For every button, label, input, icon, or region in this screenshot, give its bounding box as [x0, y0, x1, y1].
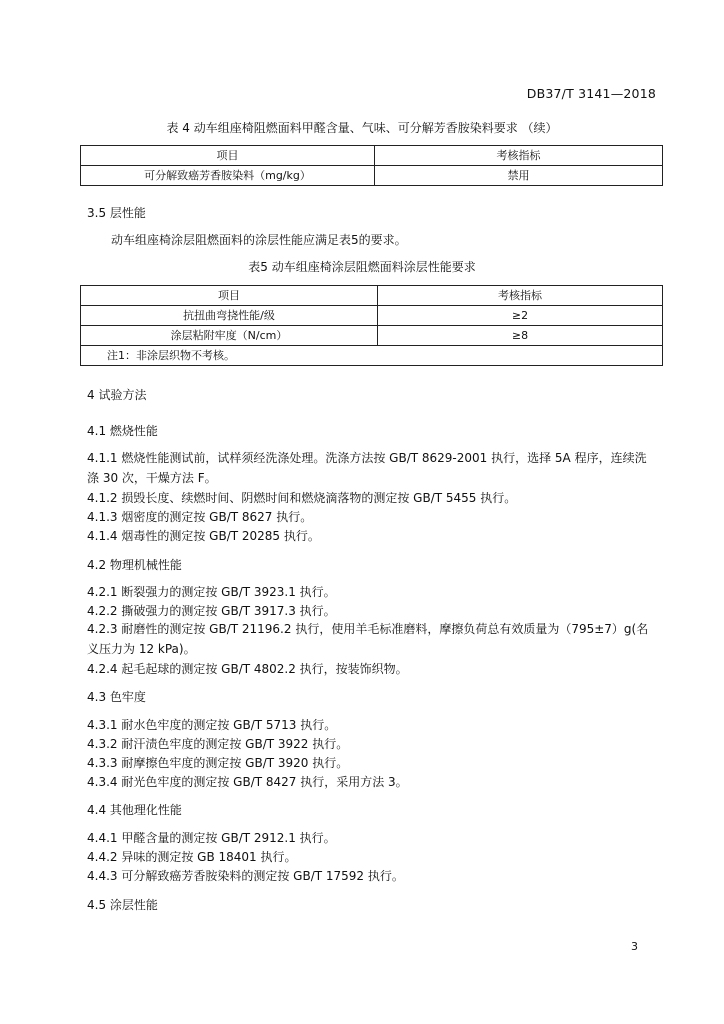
table-row [81, 326, 663, 346]
clause: 4.1.2 损毁长度、续燃时间、阴燃时间和燃烧滴落物的测定按 GB/T 5455 执行。 [87, 491, 517, 505]
clause: 4.2.4 起毛起球的测定按 GB/T 4802.2 执行，按装饰织物。 [87, 662, 408, 676]
paragraph: 动车组座椅涂层阻燃面料的涂层性能应满足表5的要求。 [111, 233, 407, 247]
clause: 4.3.4 耐光色牢度的测定按 GB/T 8427 执行，采用方法 3。 [87, 775, 408, 789]
table-header-cell: 考核指标 [375, 146, 663, 166]
table-header-cell: 项目 [81, 286, 378, 306]
table-note: 注1：非涂层织物不考核。 [81, 346, 663, 366]
table-cell: ≥2 [378, 306, 663, 326]
section-heading: 3.5 层性能 [87, 206, 146, 220]
table-header-row [81, 286, 663, 306]
clause: 4.1.3 烟密度的测定按 GB/T 8627 执行。 [87, 510, 313, 524]
section-heading: 4.1 燃烧性能 [87, 424, 158, 438]
document-code: DB37/T 3141—2018 [526, 86, 656, 101]
table-row [81, 306, 663, 326]
clause: 4.4.2 异味的测定按 GB 18401 执行。 [87, 850, 297, 864]
clause: 4.4.3 可分解致癌芳香胺染料的测定按 GB/T 17592 执行。 [87, 869, 404, 883]
clause: 4.3.3 耐摩擦色牢度的测定按 GB/T 3920 执行。 [87, 756, 349, 770]
section-heading: 4 试验方法 [87, 388, 147, 402]
clause: 4.1.4 烟毒性的测定按 GB/T 20285 执行。 [87, 529, 320, 543]
clause: 4.2.3 耐磨性的测定按 GB/T 21196.2 执行，使用羊毛标准磨料，摩擦负荷总有效质量为（795±7）g(名义压力为 12 kPa)。 [87, 622, 649, 656]
table-cell: 抗扭曲弯挠性能/级 [81, 306, 378, 326]
table-4-caption: 表 4 动车组座椅阻燃面料甲醛含量、气味、可分解芳香胺染料要求 （续） [166, 121, 558, 135]
section-heading: 4.2 物理机械性能 [87, 558, 182, 572]
table-cell: ≥8 [378, 326, 663, 346]
table-row [81, 166, 663, 186]
table-header-cell: 考核指标 [378, 286, 663, 306]
table-note-row [81, 346, 663, 366]
table-cell: 可分解致癌芳香胺染料（mg/kg） [81, 166, 375, 186]
clause: 4.3.1 耐水色牢度的测定按 GB/T 5713 执行。 [87, 718, 337, 732]
clause: 4.3.2 耐汗渍色牢度的测定按 GB/T 3922 执行。 [87, 737, 349, 751]
table-header-row [81, 146, 663, 166]
page-number: 3 [631, 940, 638, 953]
section-heading: 4.3 色牢度 [87, 690, 146, 704]
clause: 4.1.1 燃烧性能测试前，试样须经洗涤处理。洗涤方法按 GB/T 8629-2001 执行，选择 5A 程序，连续洗涤 30 次，干燥方法 F。 [87, 451, 647, 485]
table-5 [80, 285, 663, 366]
table-cell: 涂层粘附牢度（N/cm） [81, 326, 378, 346]
section-heading: 4.5 涂层性能 [87, 898, 158, 912]
section-heading: 4.4 其他理化性能 [87, 803, 182, 817]
table-cell: 禁用 [375, 166, 663, 186]
table-4 [80, 145, 663, 186]
clause: 4.2.2 撕破强力的测定按 GB/T 3917.3 执行。 [87, 604, 336, 618]
table-5-caption: 表5 动车组座椅涂层阻燃面料涂层性能要求 [248, 260, 476, 274]
clause: 4.4.1 甲醛含量的测定按 GB/T 2912.1 执行。 [87, 831, 336, 845]
clause: 4.2.1 断裂强力的测定按 GB/T 3923.1 执行。 [87, 585, 336, 599]
table-header-cell: 项目 [81, 146, 375, 166]
